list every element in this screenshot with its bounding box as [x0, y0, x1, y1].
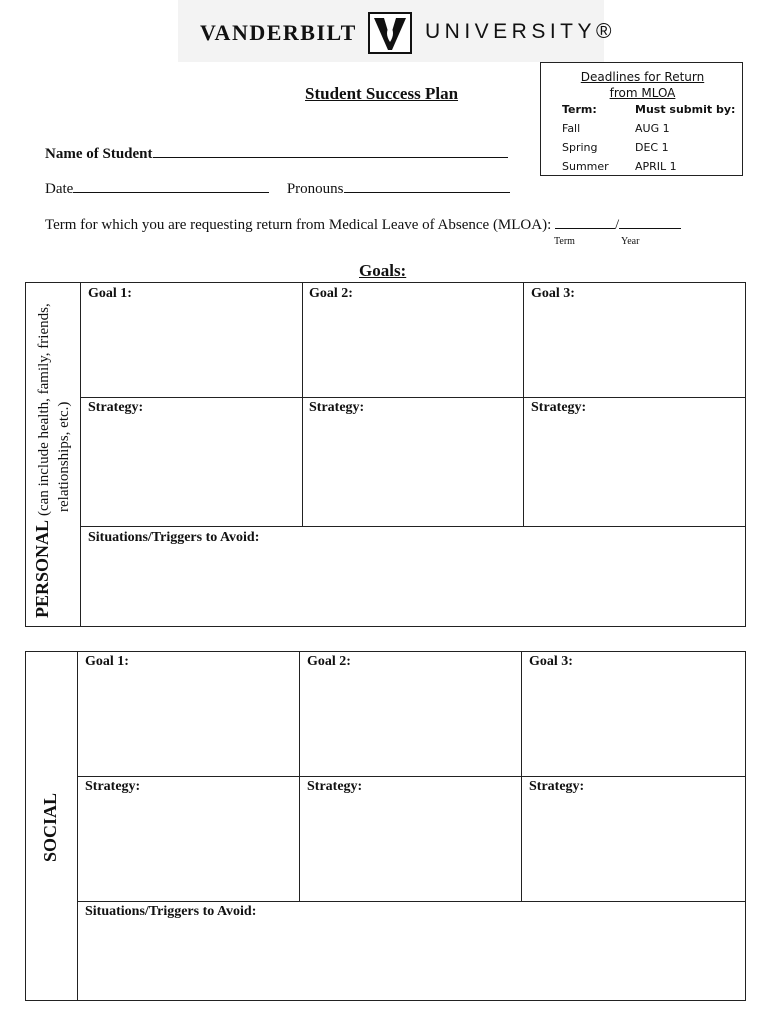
social-row-divider-2: [77, 901, 746, 902]
deadlines-title-line1: Deadlines for Return: [580, 70, 705, 84]
deadlines-title-line2: from MLOA: [609, 86, 676, 100]
personal-row-divider-2: [80, 526, 746, 527]
deadline-row: [562, 141, 669, 154]
year-sublabel: Year: [621, 236, 640, 247]
deadline-term: Summer: [562, 160, 609, 173]
social-goal-1-label: Goal 1:: [85, 654, 129, 669]
date-input-line[interactable]: [73, 179, 269, 193]
name-input-line[interactable]: [153, 144, 508, 158]
personal-col-divider-1: [302, 282, 303, 527]
social-strategy-2-label: Strategy:: [307, 779, 363, 794]
social-side-label: SOCIAL: [40, 792, 60, 862]
name-label: Name of Student: [45, 146, 153, 162]
personal-goal-3-label: Goal 3:: [531, 286, 575, 301]
deadlines-header-term: Term:: [562, 103, 597, 116]
university-logo: [0, 0, 770, 62]
document-title: Student Success Plan: [305, 84, 459, 103]
personal-goal-2-label: Goal 2:: [309, 286, 353, 301]
personal-side-label: [32, 303, 53, 618]
social-section: [25, 651, 746, 1001]
deadline-row: [562, 160, 677, 173]
personal-triggers-label: Situations/Triggers to Avoid:: [88, 530, 260, 545]
social-strategy-3-label: Strategy:: [529, 779, 585, 794]
personal-row-divider-1: [80, 397, 746, 398]
deadline-date: APRIL 1: [635, 160, 677, 173]
year-input-line[interactable]: [619, 215, 681, 229]
logo-right-text: UNIVERSITY®: [425, 20, 616, 43]
social-triggers-label: Situations/Triggers to Avoid:: [85, 904, 257, 919]
social-strategy-1-label: Strategy:: [85, 779, 141, 794]
personal-side-paren-1: (can include health, family, friends,: [36, 303, 52, 516]
deadlines-box: [540, 62, 743, 176]
personal-strategy-1-label: Strategy:: [88, 400, 144, 415]
name-field-row: [45, 144, 508, 163]
deadlines-header-submit: Must submit by:: [635, 103, 736, 116]
date-pronouns-row: [45, 179, 510, 198]
social-side-divider: [77, 651, 78, 1001]
date-label: Date: [45, 181, 74, 197]
deadline-term: Fall: [562, 122, 581, 135]
deadline-term: Spring: [562, 141, 598, 154]
personal-strategy-3-label: Strategy:: [531, 400, 587, 415]
pronouns-label: Pronouns: [286, 181, 344, 197]
personal-section: [25, 282, 746, 627]
term-year-slash: /: [615, 217, 620, 233]
social-row-divider-1: [77, 776, 746, 777]
term-sublabel: Term: [554, 236, 575, 247]
deadlines-header-row: [562, 103, 736, 116]
personal-goal-1-label: Goal 1:: [88, 286, 132, 301]
personal-col-divider-2: [523, 282, 524, 527]
deadline-row: [562, 122, 670, 135]
social-goal-2-label: Goal 2:: [307, 654, 351, 669]
goals-heading: Goals:: [359, 261, 407, 280]
deadline-date: AUG 1: [635, 122, 670, 135]
pronouns-input-line[interactable]: [344, 179, 510, 193]
personal-side-divider: [80, 282, 81, 627]
term-request-row: [45, 215, 681, 234]
personal-side-main: PERSONAL: [32, 519, 52, 618]
personal-strategy-2-label: Strategy:: [309, 400, 365, 415]
deadlines-title: [541, 69, 744, 101]
personal-side-label-line2: relationships, etc.): [56, 401, 72, 512]
social-goal-3-label: Goal 3:: [529, 654, 573, 669]
oak-leaf-v-icon: [368, 12, 412, 54]
deadline-date: DEC 1: [635, 141, 669, 154]
term-input-line[interactable]: [555, 215, 615, 229]
term-request-label: Term for which you are requesting return from Medical Leave of Absence (MLOA):: [45, 217, 552, 233]
logo-left-text: VANDERBILT: [200, 20, 357, 45]
